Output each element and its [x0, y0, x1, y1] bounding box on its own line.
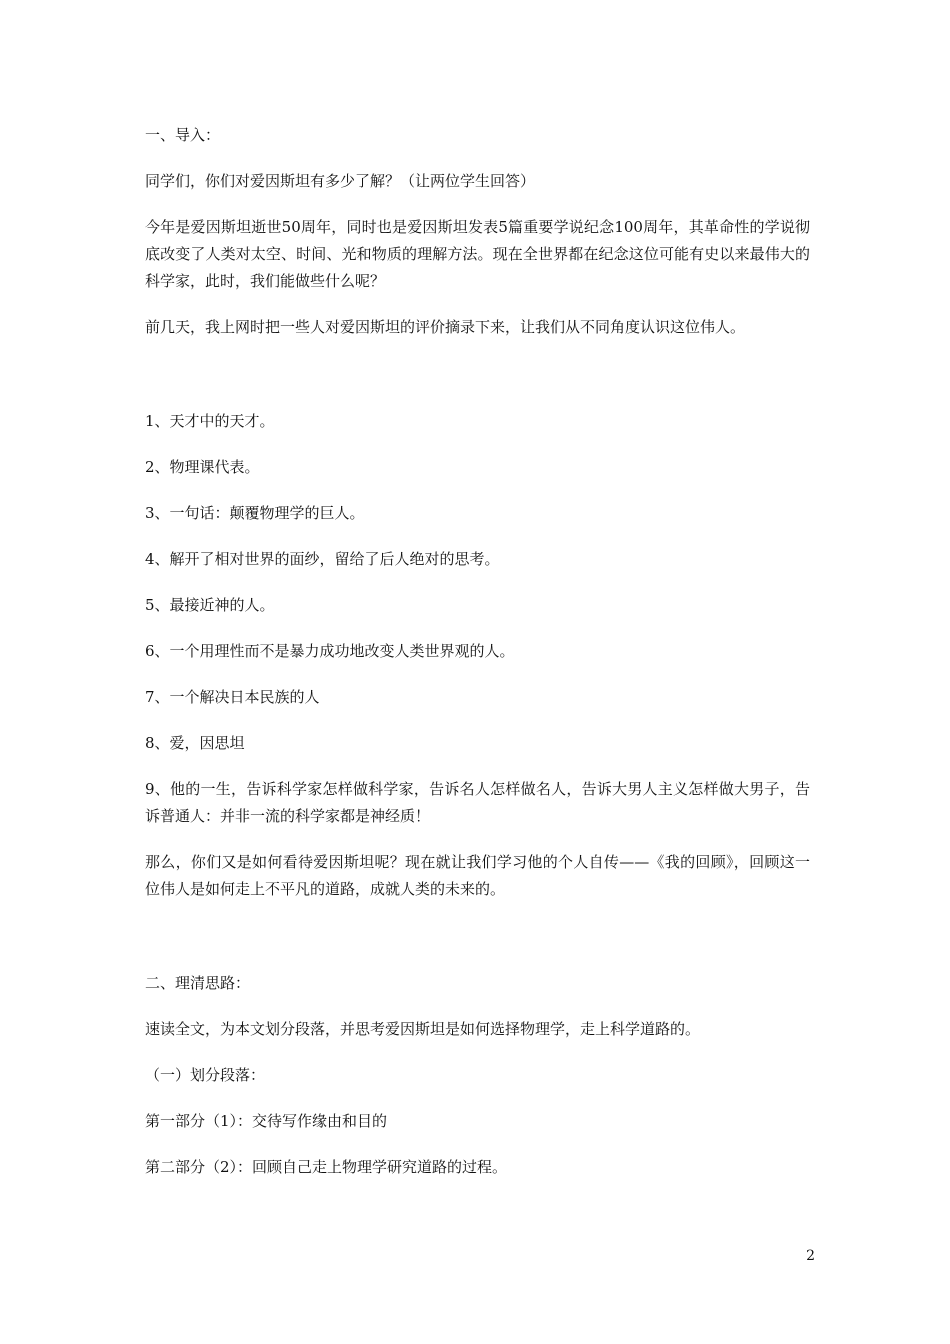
intro-question: 同学们，你们对爱因斯坦有多少了解？（让两位学生回答） [145, 172, 536, 190]
section-gap [145, 360, 810, 408]
evaluation-item-3: 3、一句话：颠覆物理学的巨人。 [145, 504, 365, 522]
part1-text: 第一部分（1）：交待写作缘由和目的 [145, 1112, 388, 1130]
page-number: 2 [806, 1248, 815, 1264]
intro-note: 前几天，我上网时把一些人对爱因斯坦的评价摘录下来，让我们从不同角度认识这位伟人。 [145, 318, 746, 336]
evaluation-item-7: 7、一个解决日本民族的人 [145, 688, 320, 706]
evaluation-item-2: 2、物理课代表。 [145, 458, 260, 476]
evaluation-item-1: 1、天才中的天才。 [145, 412, 275, 430]
section-gap-2 [145, 922, 810, 970]
section2-heading: 二、理清思路： [145, 974, 251, 992]
section2-instruction: 速读全文，为本文划分段落，并思考爱因斯坦是如何选择物理学，走上科学道路的。 [145, 1020, 701, 1038]
subsection1-heading: （一）划分段落： [145, 1066, 266, 1084]
evaluation-item-5: 5、最接近神的人。 [145, 596, 275, 614]
evaluation-item-6: 6、一个用理性而不是暴力成功地改变人类世界观的人。 [145, 642, 515, 660]
part2-text: 第二部分（2）：回顾自己走上物理学研究道路的过程。 [145, 1158, 508, 1176]
transition-paragraph: 那么，你们又是如何看待爱因斯坦呢？现在就让我们学习他的个人自传——《我的回顾》，回顾这一位伟人是如何走上不平凡的道路，成就人类的未来的。 [145, 853, 810, 898]
evaluation-item-8: 8、爱，因思坦 [145, 734, 245, 752]
intro-heading: 一、导入： [145, 126, 221, 144]
document-body [145, 122, 810, 1200]
evaluation-item-4: 4、解开了相对世界的面纱，留给了后人绝对的思考。 [145, 550, 500, 568]
intro-paragraph: 今年是爱因斯坦逝世50周年，同时也是爱因斯坦发表5篇重要学说纪念100周年，其革命性的学说彻底改变了人类对太空、时间、光和物质的理解方法。现在全世界都在纪念这位可能有史以来最伟大的科学家，此时，我们能做些什么呢？ [145, 218, 810, 290]
evaluation-item-9: 9、他的一生，告诉科学家怎样做科学家，告诉名人怎样做名人，告诉大男人主义怎样做大男子，告诉普通人：并非一流的科学家都是神经质！ [145, 780, 810, 825]
